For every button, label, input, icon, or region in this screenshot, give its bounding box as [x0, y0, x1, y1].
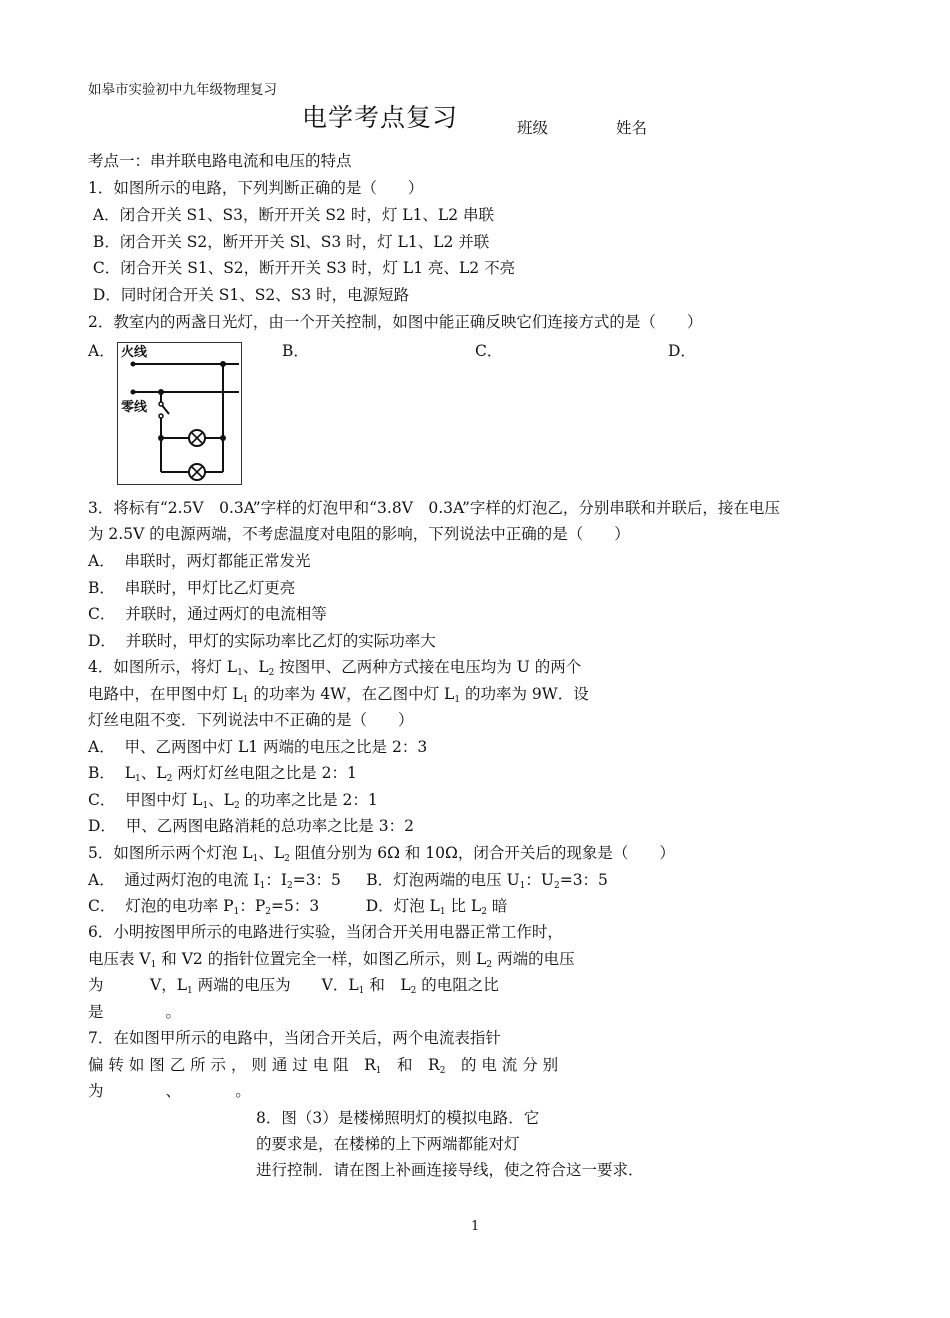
text-segment: 按图甲、乙两种方式接在电压均为 U 的两个 [274, 658, 582, 676]
text-segment: B． L [88, 764, 136, 782]
q3-line2: 为 2.5V 的电源两端，不考虑温度对电阻的影响，下列说法中正确的是（ ） [88, 525, 630, 543]
subscript: 2 [265, 907, 271, 917]
text-segment: 的 电 流 分 别 [445, 1056, 559, 1074]
subscript: 1 [259, 881, 266, 891]
text-segment: 的电阻之比 [416, 976, 499, 994]
subscript: 2 [166, 774, 173, 784]
class-label: 班级 [517, 119, 549, 137]
page-number: 1 [471, 1219, 480, 1234]
q8-line3: 进行控制．请在图上补画连接导线，使之符合这一要求． [256, 1161, 644, 1179]
q4-option-a: A． 甲、乙两图中灯 L1 两端的电压之比是 2：3 [88, 738, 428, 756]
q6-line3 [88, 975, 499, 1001]
q2-option-b: B． [282, 342, 309, 360]
text-segment: 两端的电压 [492, 950, 575, 968]
q5-options-cd [88, 896, 507, 922]
q8-line1: 8．图（3）是楼梯照明灯的模拟电路．它 [256, 1109, 540, 1127]
text-segment: =3：5 B．灯泡两端的电压 U [292, 871, 520, 889]
name-label: 姓名 [616, 119, 648, 137]
subscript: 1 [202, 801, 209, 811]
q7-line1: 7．在如图甲所示的电路中，当闭合开关后，两个电流表指针 [88, 1029, 501, 1047]
lamp-icon-1 [189, 430, 205, 446]
subscript: 2 [439, 1066, 446, 1076]
q2-stem: 2．教室内的两盏日光灯，由一个开关控制，如图中能正确反映它们连接方式的是（ ） [88, 313, 703, 331]
q4-option-c [88, 790, 378, 816]
text-segment: 两灯灯丝电阻之比是 2：1 [172, 764, 357, 782]
text-segment: 、L [242, 658, 269, 676]
neutral-wire-label: 零线 [121, 400, 148, 415]
subscript: 1 [519, 881, 526, 891]
q1-option-b: B．闭合开关 S2，断开开关 Sl、S3 时，灯 L1、L2 并联 [88, 233, 490, 251]
text-segment: 、L [140, 764, 167, 782]
text-segment: A． 通过两灯泡的电流 I [88, 871, 260, 889]
subscript: 1 [237, 668, 243, 678]
text-segment: 为 V，L [88, 976, 187, 994]
text-segment: 和 V2 的指针位置完全一样，如图乙所示，则 L [156, 950, 487, 968]
lamp-icon-2 [189, 464, 205, 480]
q3-line1: 3．将标有“2.5V 0.3A”字样的灯泡甲和“3.8V 0.3A”字样的灯泡乙，分别串联和并联后，接在电压 [88, 499, 780, 517]
subscript: 1 [439, 907, 446, 917]
subscript: 1 [135, 774, 141, 784]
subscript: 2 [233, 801, 240, 811]
subscript: 2 [410, 986, 417, 996]
text-segment: ：I [265, 871, 287, 889]
q6-line2 [88, 949, 575, 975]
q3-option-a: A． 串联时，两灯都能正常发光 [88, 552, 311, 570]
text-segment: 、L [258, 844, 285, 862]
section-heading: 考点一：串并联电路电流和电压的特点 [88, 152, 352, 170]
q3-option-c: C． 并联时，通过两灯的电流相等 [88, 605, 327, 623]
q5-options-ab [88, 870, 608, 896]
subscript: 1 [233, 907, 240, 917]
q1-option-a: A．闭合开关 S1、S3，断开开关 S2 时，灯 L1、L2 串联 [88, 206, 495, 224]
subscript: 2 [268, 668, 275, 678]
subscript: 2 [481, 907, 487, 917]
q4-line2 [88, 684, 589, 710]
q3-option-d: D． 并联时，甲灯的实际功率比乙灯的实际功率大 [88, 632, 436, 650]
subscript: 2 [286, 881, 293, 891]
q3-option-b: B． 串联时，甲灯比乙灯更亮 [88, 579, 296, 597]
circuit-diagram-a [117, 342, 243, 486]
text-segment: =3：5 [559, 871, 608, 889]
q6-line1: 6．小明按图甲所示的电路进行实验，当闭合开关用电器正常工作时， [88, 923, 563, 941]
text-segment: 比 L [445, 897, 482, 915]
subscript: 1 [375, 1066, 382, 1076]
subscript: 1 [358, 986, 365, 996]
text-segment: 电压表 V [88, 950, 151, 968]
text-segment: 和 R [381, 1056, 440, 1074]
q1-option-c: C．闭合开关 S1、S2，断开开关 S3 时，灯 L1 亮、L2 不亮 [88, 259, 516, 277]
text-segment: C． 灯泡的电功率 P [88, 897, 234, 915]
subscript: 2 [284, 854, 290, 864]
subscript: 1 [187, 986, 193, 996]
q4-option-d: D． 甲、乙两图电路消耗的总功率之比是 3：2 [88, 817, 414, 835]
text-segment: 电路中，在甲图中灯 L [88, 685, 243, 703]
text-segment: 和 L [364, 976, 411, 994]
text-segment: 、L [208, 791, 234, 809]
q6-line4: 是 。 [88, 1003, 182, 1021]
text-segment: 5．如图所示两个灯泡 L [88, 844, 253, 862]
text-segment: =5：3 D．灯泡 L [270, 897, 440, 915]
q5-stem [88, 843, 675, 869]
text-segment: 偏 转 如 图 乙 所 示 ， 则 通 过 电 阻 R [88, 1056, 376, 1074]
q2-option-d: D． [668, 342, 696, 360]
subscript: 2 [486, 960, 493, 970]
subscript: 1 [242, 695, 249, 705]
q4-line1 [88, 657, 581, 683]
q7-line3: 为 、 。 [88, 1082, 251, 1100]
text-segment: ：U [525, 871, 554, 889]
q7-line2 [88, 1055, 558, 1081]
q1-stem: 1．如图所示的电路，下列判断正确的是（ ） [88, 179, 424, 197]
subscript: 1 [150, 960, 157, 970]
text-segment: ：P [239, 897, 266, 915]
subscript: 1 [252, 854, 259, 864]
q8-line2: 的要求是，在楼梯的上下两端都能对灯 [256, 1135, 520, 1153]
subscript: 1 [454, 695, 461, 705]
school-header: 如皋市实验初中九年级物理复习 [88, 82, 277, 98]
text-segment: 的功率为 9W．设 [460, 685, 589, 703]
text-segment: 阻值分别为 6Ω 和 10Ω，闭合开关后的现象是（ ） [289, 844, 675, 862]
text-segment: 两端的电压为 V．L [192, 976, 359, 994]
q4-line3: 灯丝电阻不变．下列说法中不正确的是（ ） [88, 711, 414, 729]
q1-option-d: D．同时闭合开关 S1、S2、S3 时，电源短路 [88, 286, 410, 304]
text-segment: 的功率为 4W，在乙图中灯 L [248, 685, 455, 703]
q2-option-a: A． [88, 342, 115, 360]
text-segment: 4．如图所示，将灯 L [88, 658, 238, 676]
subscript: 2 [553, 881, 560, 891]
live-wire-label: 火线 [121, 345, 148, 360]
text-segment: 的功率之比是 2：1 [239, 791, 378, 809]
text-segment: 暗 [486, 897, 508, 915]
q4-option-b [88, 763, 357, 789]
text-segment: C． 甲图中灯 L [88, 791, 203, 809]
q2-option-c: C． [475, 342, 503, 360]
page-title: 电学考点复习 [302, 103, 459, 132]
